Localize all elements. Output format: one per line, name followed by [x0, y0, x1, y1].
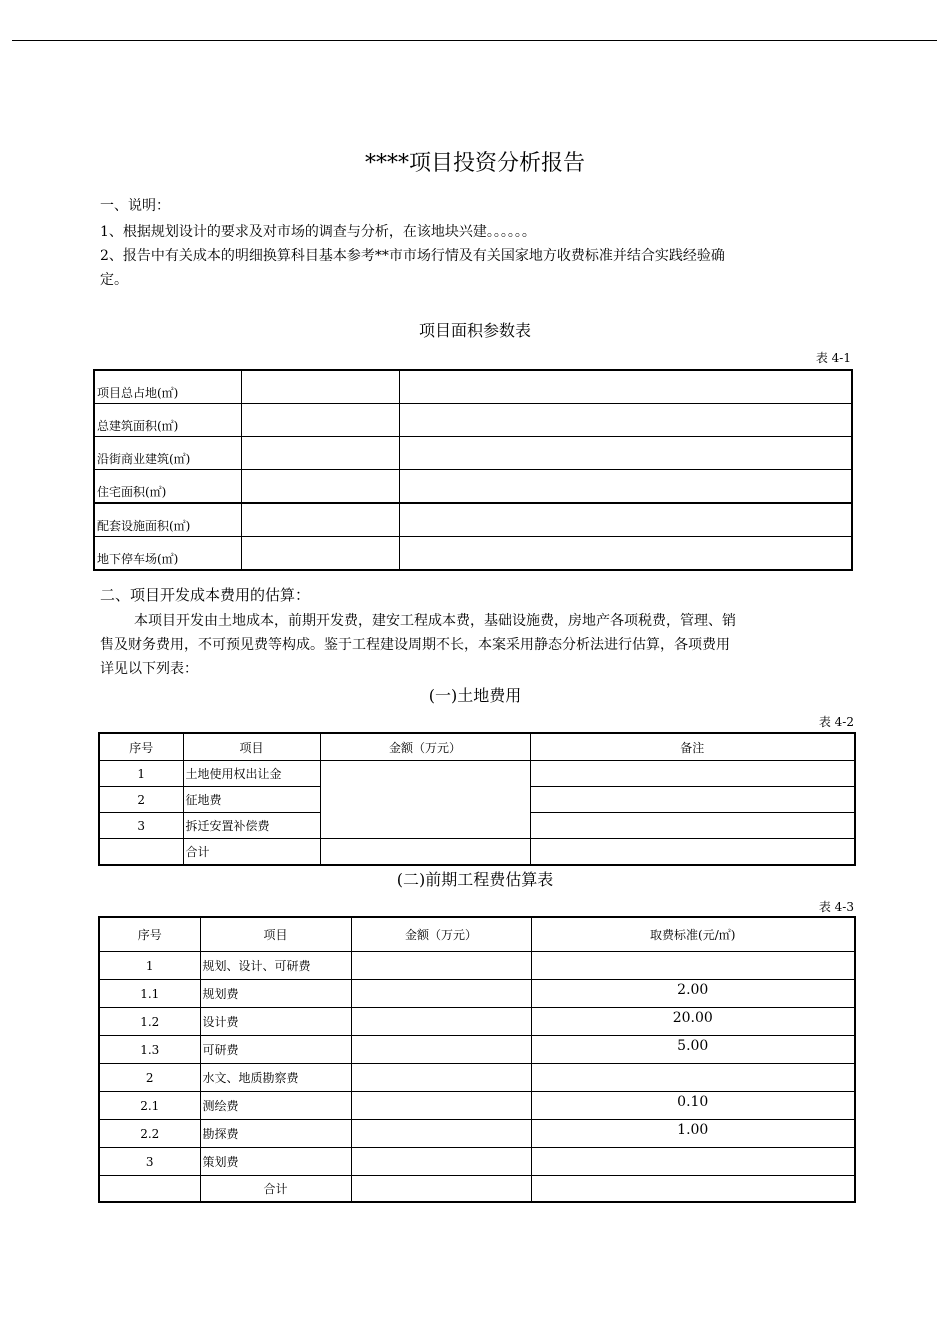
- table-row: [99, 1064, 855, 1092]
- area-label: 配套设施面积(㎡): [94, 503, 241, 537]
- row-no: 2: [99, 787, 183, 813]
- row-item: 规划、设计、可研费: [200, 952, 351, 980]
- table-row: [99, 980, 855, 1008]
- column-header-item: 项目: [183, 733, 320, 761]
- cost-section-line-1: 本项目开发由土地成本，前期开发费，建安工程成本费，基础设施费，房地产各项税费，管理、销: [134, 613, 736, 629]
- column-header-standard: 取费标准(元/㎡): [531, 917, 855, 952]
- cost-section-heading: 二、项目开发成本费用的估算：: [100, 586, 311, 604]
- early-table-title: (二)前期工程费估算表: [396, 870, 554, 889]
- row-no: 1: [99, 761, 183, 787]
- table-row: [99, 761, 855, 787]
- area-value-cell: [241, 503, 399, 537]
- row-item: 测绘费: [200, 1092, 351, 1120]
- table-header-row: [99, 733, 855, 761]
- row-item: 土地使用权出让金: [183, 761, 320, 787]
- amount-cell: [351, 952, 531, 980]
- area-table-number: 表 4-1: [815, 351, 851, 365]
- table-row: [94, 437, 852, 470]
- row-no: [99, 839, 183, 866]
- amount-cell: [351, 1120, 531, 1148]
- standard-cell: 5.00: [531, 1036, 855, 1064]
- standard-cell: [531, 1064, 855, 1092]
- land-table-title: (一)土地费用: [428, 686, 522, 705]
- table-row: [99, 1092, 855, 1120]
- amount-cell: [351, 980, 531, 1008]
- area-label: 项目总占地(㎡): [94, 370, 241, 404]
- table-row: [99, 1120, 855, 1148]
- land-table-number: 表 4-2: [818, 715, 854, 729]
- area-label: 住宅面积(㎡): [94, 470, 241, 504]
- total-label: 合计: [200, 1176, 351, 1203]
- area-note-cell: [399, 470, 852, 504]
- area-value-cell: [241, 537, 399, 571]
- land-cost-table: [98, 732, 856, 866]
- area-note-cell: [399, 437, 852, 470]
- standard-cell: 1.00: [531, 1120, 855, 1148]
- column-header-no: 序号: [99, 917, 200, 952]
- intro-heading: 一、说明：: [100, 198, 170, 214]
- table-row: [94, 537, 852, 571]
- early-cost-table: [98, 916, 856, 1203]
- row-item: 可研费: [200, 1036, 351, 1064]
- remark-cell: [530, 761, 855, 787]
- remark-cell: [530, 787, 855, 813]
- area-note-cell: [399, 537, 852, 571]
- area-value-cell: [241, 370, 399, 404]
- area-table-title: 项目面积参数表: [418, 321, 531, 340]
- table-row: [94, 370, 852, 404]
- row-no: 3: [99, 813, 183, 839]
- row-no: 1.2: [99, 1008, 200, 1036]
- amount-cell: [351, 1176, 531, 1203]
- row-item: 策划费: [200, 1148, 351, 1176]
- intro-item-2-line-2: 定。: [100, 272, 128, 288]
- area-value-cell: [241, 404, 399, 437]
- table-row: [99, 1148, 855, 1176]
- amount-cell: [351, 1092, 531, 1120]
- row-item: 水文、地质勘察费: [200, 1064, 351, 1092]
- standard-cell: [531, 952, 855, 980]
- amount-cell: [351, 1008, 531, 1036]
- column-header-amount: 金额（万元）: [320, 733, 530, 761]
- row-no: 2.2: [99, 1120, 200, 1148]
- table-row: [99, 1008, 855, 1036]
- row-no: 3: [99, 1148, 200, 1176]
- row-item: 征地费: [183, 787, 320, 813]
- standard-cell: [531, 1148, 855, 1176]
- area-parameter-table: [93, 369, 853, 571]
- area-note-cell: [399, 370, 852, 404]
- amount-merged-cell: [320, 761, 530, 839]
- area-note-cell: [399, 404, 852, 437]
- row-item: 勘探费: [200, 1120, 351, 1148]
- amount-cell: [351, 1064, 531, 1092]
- document-title: ****项目投资分析报告: [364, 151, 585, 176]
- standard-cell: 0.10: [531, 1092, 855, 1120]
- cost-section-line-2: 售及财务费用，不可预见费等构成。鉴于工程建设周期不长，本案采用静态分析法进行估算，各项费用: [100, 637, 730, 653]
- row-item: 拆迁安置补偿费: [183, 813, 320, 839]
- row-no: 2.1: [99, 1092, 200, 1120]
- amount-cell: [320, 839, 530, 866]
- intro-item-2-line-1: 2、报告中有关成本的明细换算科目基本参考**市市场行情及有关国家地方收费标准并结合实践经验确: [100, 248, 725, 264]
- column-header-no: 序号: [99, 733, 183, 761]
- table-row: [94, 470, 852, 504]
- table-total-row: [99, 1176, 855, 1203]
- row-item: 设计费: [200, 1008, 351, 1036]
- row-no: 1: [99, 952, 200, 980]
- column-header-remark: 备注: [530, 733, 855, 761]
- row-no: [99, 1176, 200, 1203]
- area-label: 地下停车场(㎡): [94, 537, 241, 571]
- header-rule: [12, 40, 937, 41]
- row-no: 1.3: [99, 1036, 200, 1064]
- remark-cell: [530, 839, 855, 866]
- area-value-cell: [241, 470, 399, 504]
- area-value-cell: [241, 437, 399, 470]
- table-row: [99, 952, 855, 980]
- table-row: [94, 404, 852, 437]
- table-row: [94, 503, 852, 537]
- row-no: 2: [99, 1064, 200, 1092]
- cost-section-line-3: 详见以下列表：: [100, 661, 198, 677]
- column-header-item: 项目: [200, 917, 351, 952]
- table-row: [99, 1036, 855, 1064]
- early-table-number: 表 4-3: [818, 900, 854, 914]
- row-no: 1.1: [99, 980, 200, 1008]
- table-total-row: [99, 839, 855, 866]
- row-item: 合计: [183, 839, 320, 866]
- amount-cell: [351, 1036, 531, 1064]
- standard-cell: [531, 1176, 855, 1203]
- standard-cell: 20.00: [531, 1008, 855, 1036]
- intro-item-1: 1、根据规划设计的要求及对市场的调查与分析，在该地块兴建。。。。。。: [100, 224, 536, 240]
- row-item: 规划费: [200, 980, 351, 1008]
- area-label: 总建筑面积(㎡): [94, 404, 241, 437]
- remark-cell: [530, 813, 855, 839]
- table-header-row: [99, 917, 855, 952]
- standard-cell: 2.00: [531, 980, 855, 1008]
- area-note-cell: [399, 503, 852, 537]
- amount-cell: [351, 1148, 531, 1176]
- area-label: 沿街商业建筑(㎡): [94, 437, 241, 470]
- column-header-amount: 金额（万元）: [351, 917, 531, 952]
